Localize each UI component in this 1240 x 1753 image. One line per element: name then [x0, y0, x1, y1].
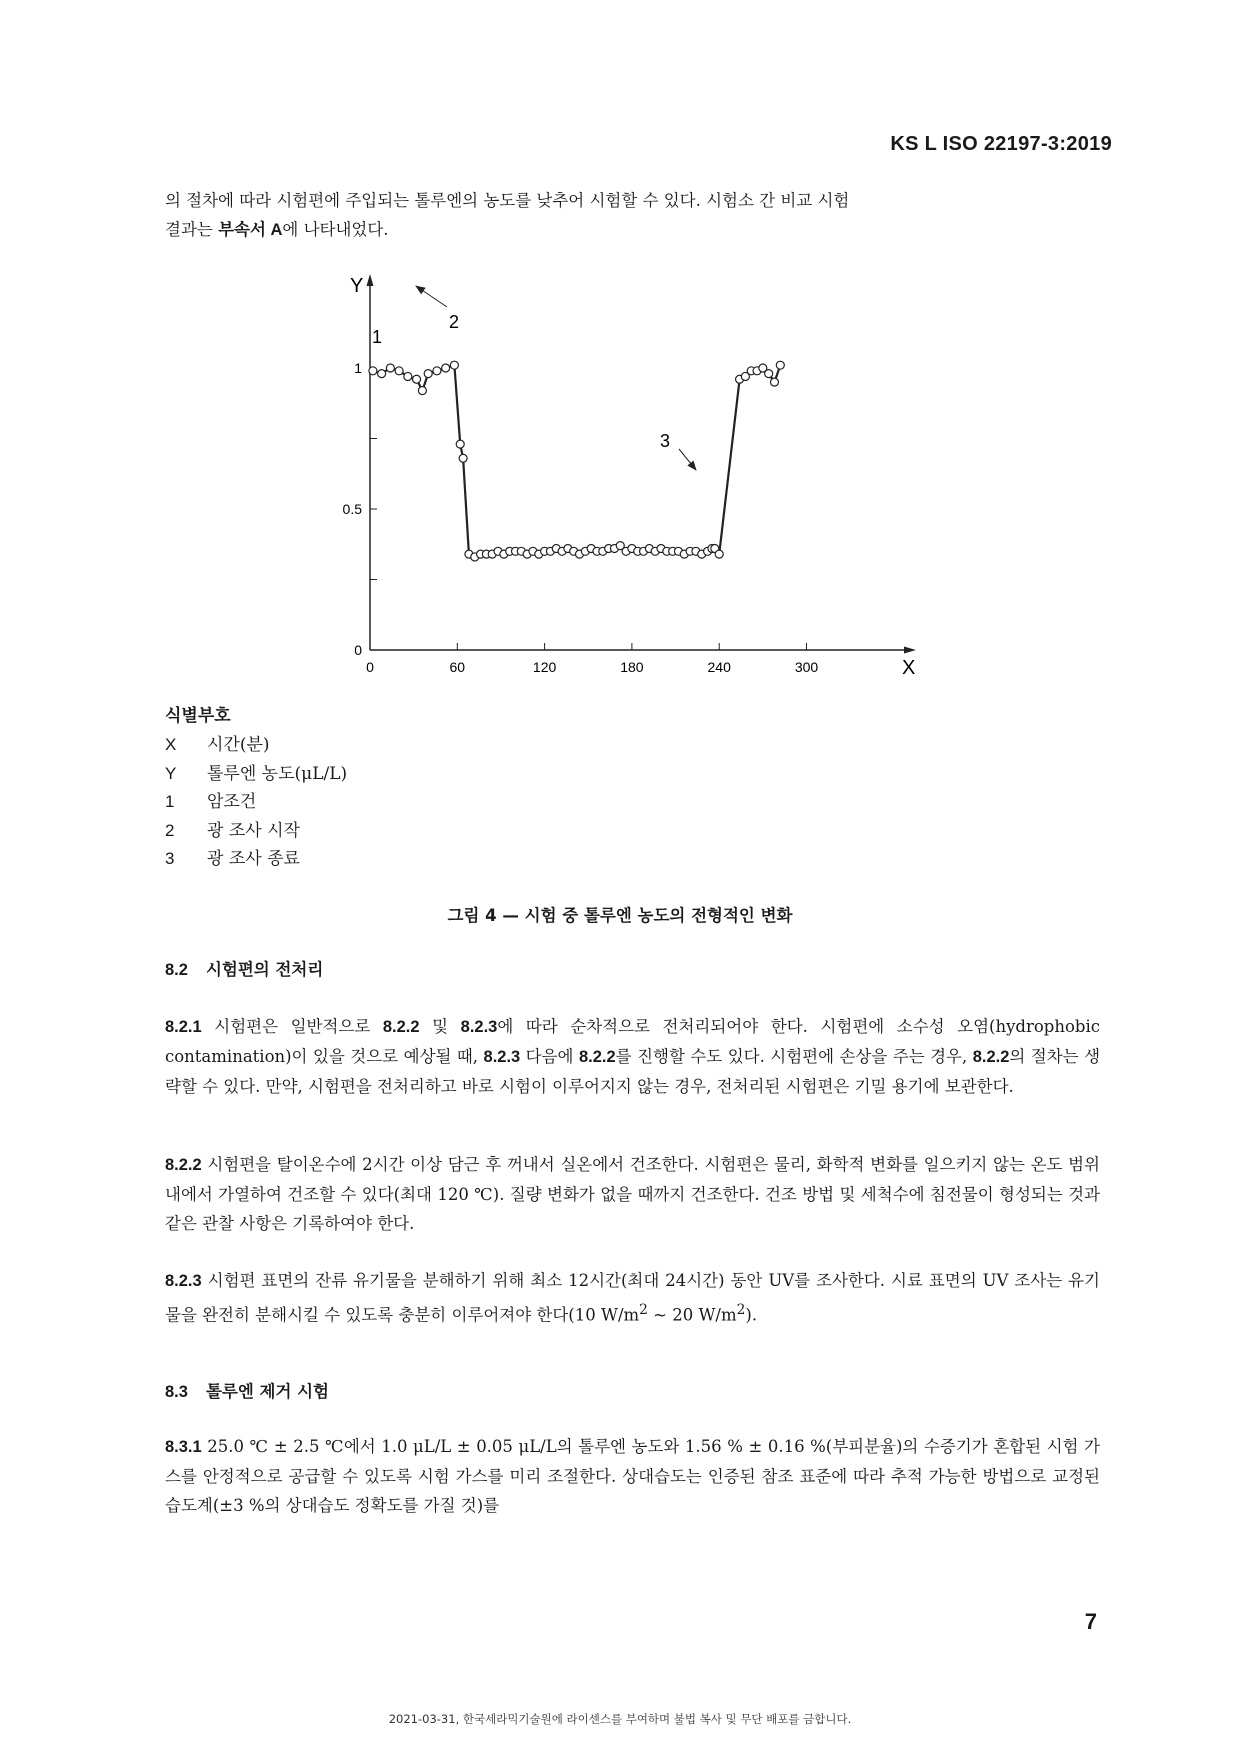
data-point: [395, 367, 403, 375]
text-run: 및: [419, 1017, 461, 1036]
y-axis-arrow-icon: [367, 274, 374, 286]
callout-3-leader: [679, 449, 696, 470]
intro-line-1: 의 절차에 따라 시험편에 주입되는 톨루엔의 농도를 낮추어 시험할 수 있다. 시험소 간 비교 시험: [165, 191, 850, 210]
standard-number: KS L ISO 22197-3:2019: [890, 133, 1112, 155]
x-tick-label: 0: [366, 659, 374, 675]
text-run: 다음에: [520, 1047, 579, 1066]
data-point: [456, 440, 464, 448]
clause-number: 8.2.2: [165, 1156, 202, 1174]
text-run: 시험편 표면의 잔류 유기물을 분해하기 위해 최소 12시간(최대 24시간) 동안 UV를 조사한다. 시료 표면의 UV 조사는 유기물을 완전히 분해시킬 수 있도록 충분히 이루어져야 한다(10 W/m: [165, 1271, 1100, 1325]
data-point: [424, 370, 432, 378]
x-axis-letter: X: [902, 657, 916, 679]
legend-item: [165, 845, 347, 874]
intro-paragraph: [165, 186, 1100, 245]
data-point: [413, 375, 421, 383]
intro-line-2a: 결과는: [165, 220, 219, 239]
series-line: [373, 365, 780, 557]
section-heading-8-3: [165, 1378, 329, 1402]
legend-key: X: [165, 735, 177, 754]
text-run: ~ 20 W/m: [647, 1305, 737, 1325]
clause-number: 8.3.1: [165, 1438, 202, 1456]
legend: [165, 731, 347, 874]
legend-text: 암조건: [207, 792, 257, 812]
figure-caption: 그림 4 — 시험 중 톨루엔 농도의 전형적인 변화: [447, 906, 793, 925]
data-point: [404, 372, 412, 380]
section-number: 8.2: [165, 961, 188, 979]
text-run: 25.0 ℃ ± 2.5 ℃에서 1.0 μL/L ± 0.05 μL/L의 톨루엔 농도와 1.56 % ± 0.16 %(부피분율)의 수증기가 혼합된 시험 가스를 안정적으로 공급할 수 있도록 시험 가스를 미리 조절한다. 상대습도는 인증된 참조 표준에 따라 추적 가능한 방법으로 교정된 습도계(±3 %의 상대습도 정확도를 가질 것)를: [165, 1437, 1100, 1515]
clause-ref: 8.2.2: [578, 1048, 616, 1066]
data-point: [770, 378, 778, 386]
legend-key: 2: [165, 820, 175, 840]
data-point: [418, 387, 426, 395]
license-footer: 2021-03-31, 한국세라믹기술원에 라이센스를 부여하며 불법 복사 및 무단 배포를 금합니다.: [388, 1712, 852, 1726]
callout-2-label: 2: [449, 312, 460, 332]
x-tick-label: 180: [620, 659, 644, 675]
text-run: 를 진행할 수도 있다. 시험편에 손상을 주는 경우,: [615, 1047, 973, 1066]
clause-ref: 8.2.3: [460, 1018, 498, 1036]
legend-text: 톨루엔 농도(μL/L): [207, 763, 348, 784]
legend-text: 광 조사 시작: [207, 820, 300, 841]
x-axis-ticks: [366, 643, 818, 675]
toluene-concentration-chart: [330, 270, 930, 690]
text-run: 시험편은 일반적으로: [201, 1017, 383, 1036]
x-tick-label: 300: [794, 659, 819, 675]
legend-item: [165, 788, 347, 817]
intro-line-2c: 에 나타내었다.: [282, 220, 389, 239]
y-tick-label: 1: [354, 360, 362, 376]
superscript: 2: [736, 1302, 746, 1318]
clause-number: 8.2.3: [165, 1272, 202, 1290]
data-series: [369, 361, 784, 561]
text-run: ).: [745, 1305, 758, 1325]
y-axis-letter: Y: [350, 275, 364, 297]
legend-item: [165, 731, 347, 760]
callout-2-leader: [416, 286, 447, 307]
data-point: [765, 370, 773, 378]
paragraph-8-2-1: [165, 1012, 1100, 1101]
data-point: [459, 454, 467, 462]
text-run: 시험편을 탈이온수에 2시간 이상 담근 후 꺼내서 실온에서 건조한다. 시험편은 물리, 화학적 변화를 일으키지 않는 온도 범위 내에서 가열하여 건조할 수 있다(최대 120 ℃). 질량 변화가 없을 때까지 건조한다. 건조 방법 및 세척수에 침전물이 형성되는 것과 같은 관찰 사항은 기록하여야 한다.: [165, 1155, 1100, 1233]
x-tick-label: 120: [532, 659, 557, 675]
callout-1-label: 1: [372, 327, 383, 347]
y-tick-label: 0: [354, 642, 362, 658]
section-heading-8-2: [165, 956, 323, 980]
superscript: 2: [639, 1302, 648, 1318]
x-axis-arrow-icon: [904, 647, 916, 654]
data-point: [776, 361, 784, 369]
legend-item: [165, 760, 347, 789]
legend-text: 광 조사 종료: [207, 849, 300, 869]
legend-key: Y: [165, 763, 177, 783]
y-tick-label: 0.5: [342, 501, 362, 517]
legend-text: 시간(분): [207, 735, 270, 755]
clause-ref: 8.2.2: [382, 1018, 420, 1036]
data-point: [386, 364, 394, 372]
y-axis-ticks: [343, 360, 377, 658]
text-run: 의 절차는 생략할 수 있다. 만약, 시험편을 전처리하고 바로 시험이 이루어지지 않는 경우, 전처리된 시험편은 기밀 용기에 보관한다.: [165, 1047, 1101, 1096]
paragraph-8-3-1: [165, 1432, 1100, 1520]
data-point: [442, 364, 450, 372]
section-title: 톨루엔 제거 시험: [205, 1382, 329, 1401]
clause-ref: 8.2.3: [483, 1048, 521, 1066]
data-point: [378, 370, 386, 378]
data-point: [433, 367, 441, 375]
x-tick-label: 240: [707, 659, 731, 675]
legend-item: [165, 817, 347, 846]
data-point: [715, 550, 723, 558]
text-run: 에 따라 순차적으로 전처리되어야 한다. 시험편에 소수성 오염(hydrophobic contamination)이 있을 것으로 예상될 때,: [165, 1017, 1101, 1066]
data-point: [450, 361, 458, 369]
paragraph-8-2-3: [165, 1266, 1100, 1330]
x-tick-label: 60: [449, 659, 466, 675]
section-number: 8.3: [165, 1383, 188, 1401]
data-point: [369, 367, 377, 375]
annex-ref: 부속서 A: [218, 221, 283, 239]
legend-key: 3: [165, 849, 175, 868]
paragraph-8-2-2: [165, 1150, 1100, 1238]
legend-key: 1: [165, 792, 175, 811]
section-title: 시험편의 전처리: [205, 960, 324, 979]
clause-number: 8.2.1: [165, 1018, 202, 1036]
legend-title: 식별부호: [165, 706, 231, 726]
page-number: 7: [1084, 1609, 1097, 1634]
clause-ref: 8.2.2: [972, 1048, 1010, 1066]
callout-3-label: 3: [660, 431, 671, 451]
